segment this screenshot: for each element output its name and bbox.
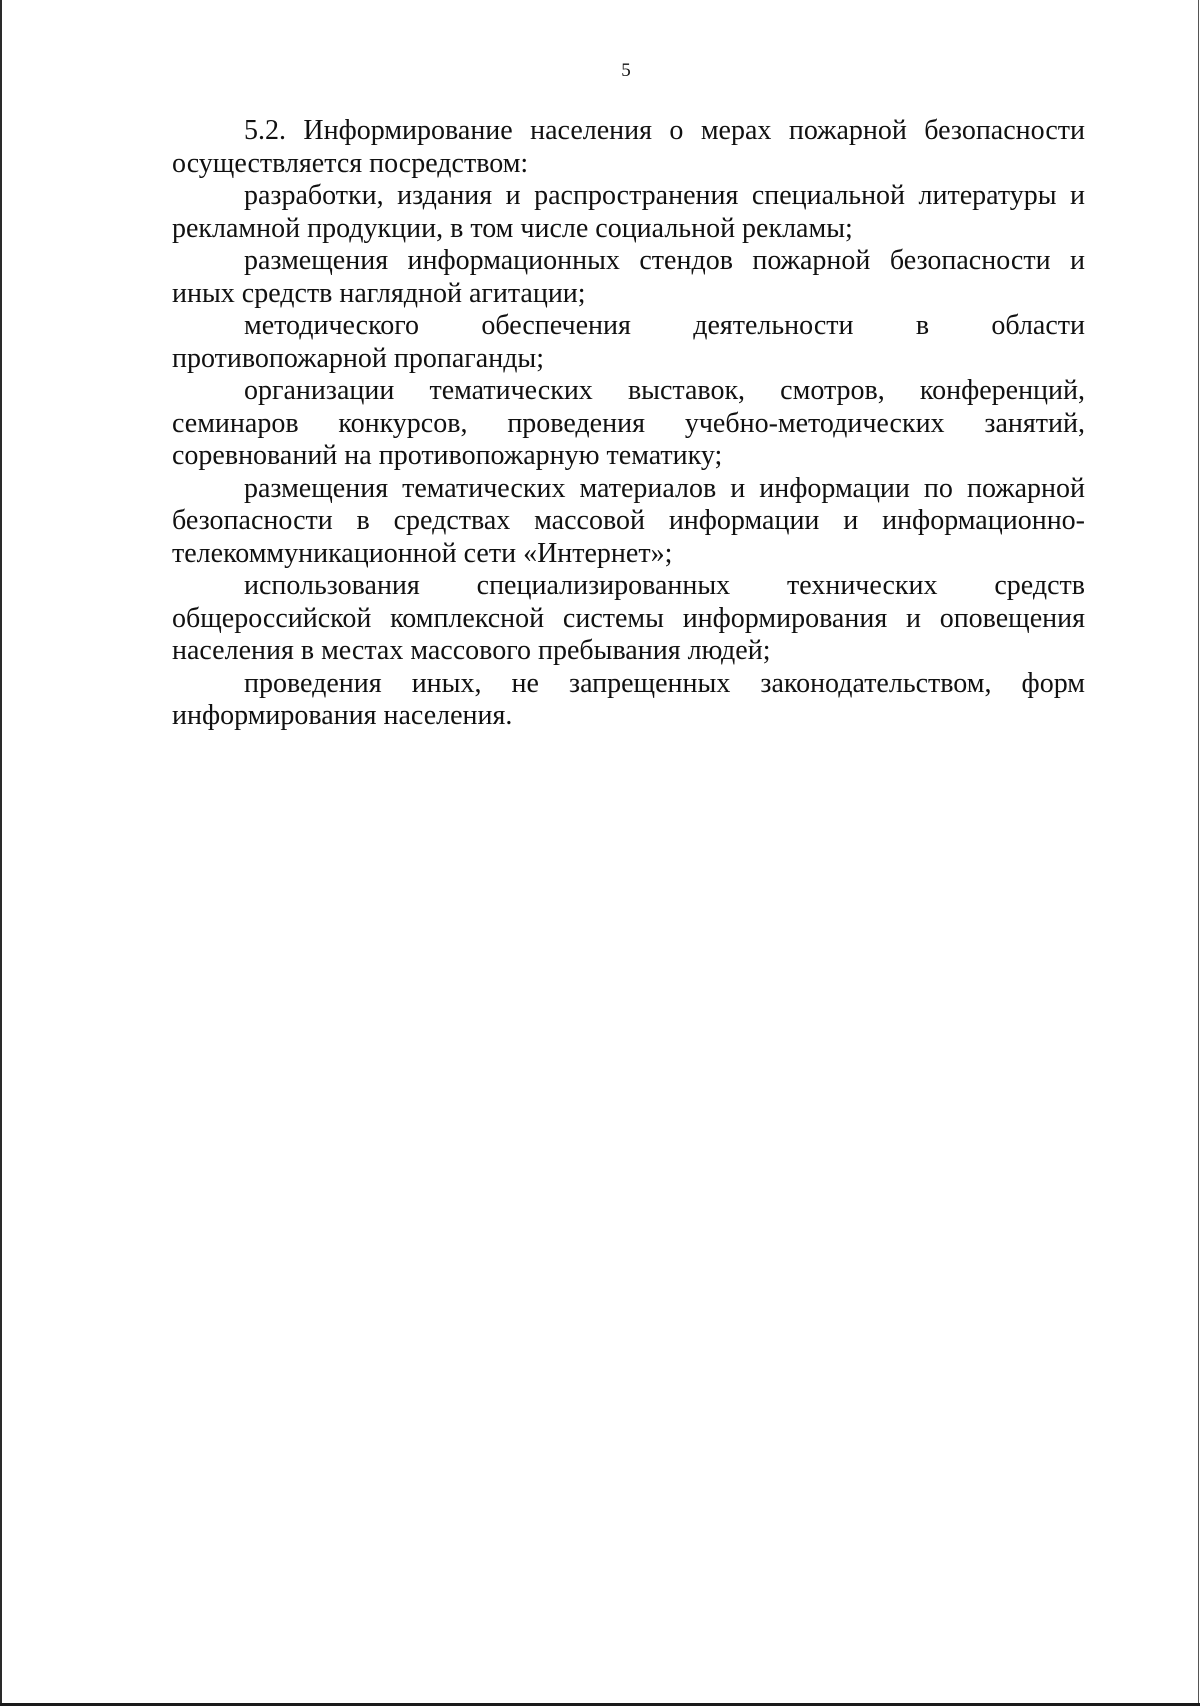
paragraph-media: размещения тематических материалов и информации по пожарной безопасности в средствах массовой информации и информационно-телекоммуникационной сети «Интернет»; — [172, 472, 1085, 569]
scan-border-right — [1198, 0, 1199, 1706]
paragraph-technical-means: использования специализированных технических средств общероссийской комплексной системы информирования и оповещения населения в местах массового пребывания людей; — [172, 570, 1085, 666]
paragraph-literature: разработки, издания и распространения специальной литературы и рекламной продукции, в том числе социальной рекламы; — [172, 180, 1085, 244]
paragraph-other-forms: проведения иных, не запрещенных законодательством, форм информирования населения. — [172, 667, 1085, 731]
paragraph-intro: 5.2. Информирование населения о мерах пожарной безопасности осуществляется посредством: — [172, 115, 1085, 179]
paragraph-stands: размещения информационных стендов пожарной безопасности и иных средств наглядной агитации; — [172, 245, 1085, 309]
document-body — [172, 115, 1085, 733]
paragraph-methodical: методического обеспечения деятельности в области противопожарной пропаганды; — [172, 310, 1085, 374]
page-number: 5 — [621, 60, 631, 81]
paragraph-exhibitions: организации тематических выставок, смотров, конференций, семинаров конкурсов, проведения учебно-методических занятий, соревнований на противопожарную тематику; — [172, 375, 1085, 471]
scan-border-left — [0, 0, 2, 1706]
